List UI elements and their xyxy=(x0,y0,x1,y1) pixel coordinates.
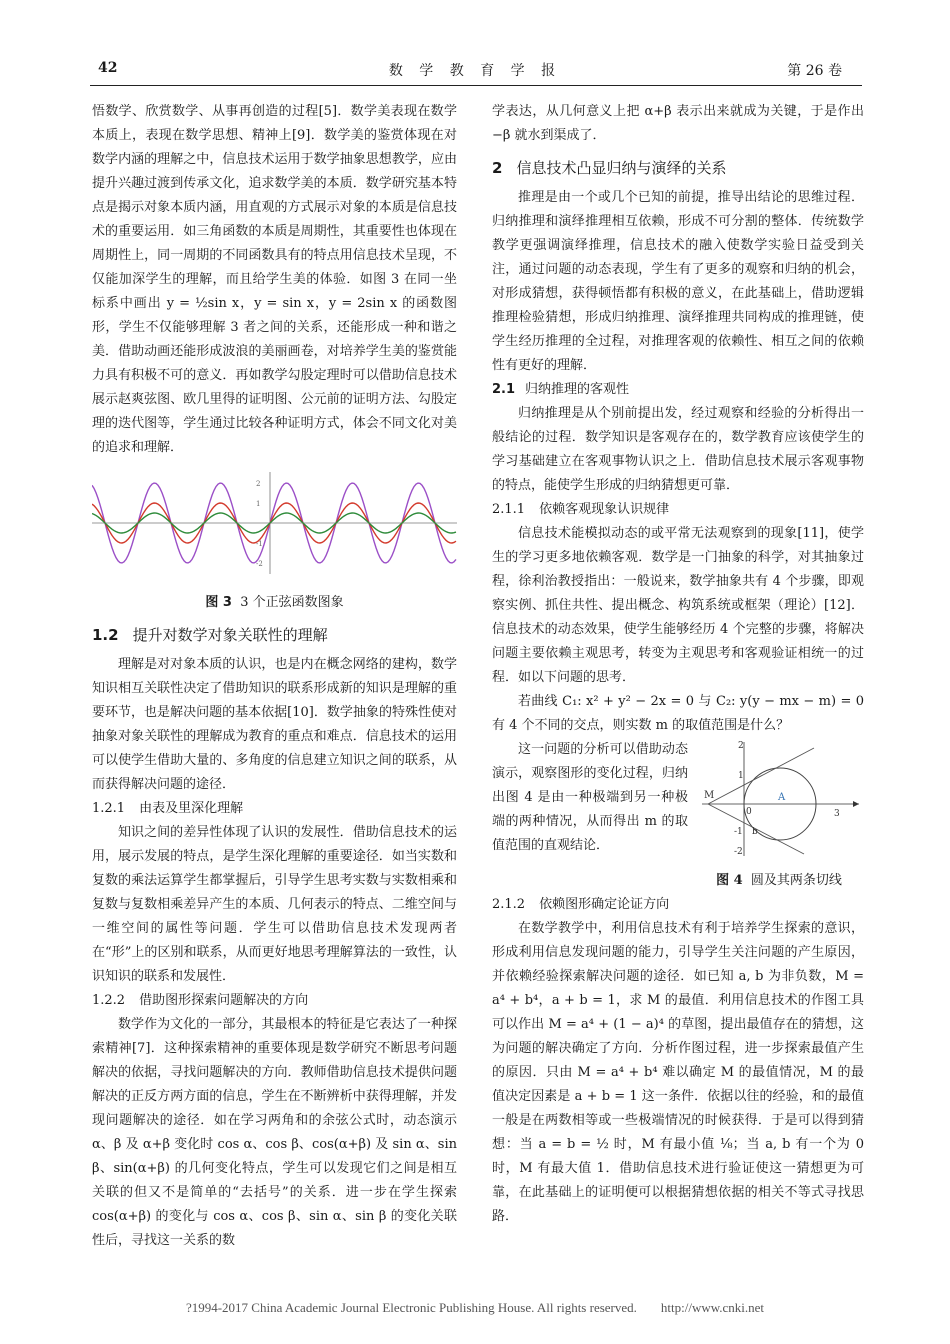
subsection-title: 依赖图形确定论证方向 xyxy=(539,897,670,912)
y-tick-label: -2 xyxy=(256,560,263,568)
subsection-number: 2.1.2 xyxy=(492,897,526,912)
paragraph: 学表达，从几何意义上把 α+β 表示出来就成为关键，于是作出 −β 就水到渠成了． xyxy=(492,104,864,143)
section-number: 2.1 xyxy=(492,382,516,397)
figure-3-caption xyxy=(92,591,457,615)
page-number: 42 xyxy=(98,60,118,76)
tick-label-yneg2: -2 xyxy=(734,847,743,857)
point-label-a: A xyxy=(778,792,786,803)
figure-4 xyxy=(694,738,864,893)
paragraph: 理解是对对象本质的认识，也是内在概念网络的建构，数学知识相互关联性决定了借助知识的联系形成新的知识是理解的重要环节，也是解决问题的基本依据[10]．数学抽象的特殊性使对抽象对象关联性的理解成为教育的重点和难点．信息技术的运用可以使学生借助大量的、多角度的信息建立知识之间的联系，从而获得解决问题的途径． xyxy=(92,657,457,792)
section-title: 信息技术凸显归纳与演绎的关系 xyxy=(516,159,727,177)
y-tick-label: -1 xyxy=(256,540,263,548)
point-label-m: M xyxy=(704,790,715,801)
circle-tangent-diagram xyxy=(694,738,864,858)
tick-label-yneg1: -1 xyxy=(734,827,743,837)
x-axis-arrow xyxy=(853,801,859,807)
subsection-title: 依赖客观现象认识规律 xyxy=(539,502,670,517)
tick-label-x3: 3 xyxy=(834,809,840,819)
section-title: 归纳推理的客观性 xyxy=(525,382,630,397)
journal-title: 数 学 教 育 学 报 xyxy=(388,63,562,79)
y-tick-label: 2 xyxy=(256,480,261,488)
section-title: 提升对数学对象关联性的理解 xyxy=(132,626,328,644)
subsection-heading-2-1-2 xyxy=(492,893,864,917)
origin-label: 0 xyxy=(746,807,752,817)
subsection-heading-2-1-1 xyxy=(492,498,864,522)
point-label-b: b xyxy=(752,827,758,837)
paragraph: 信息技术能模拟动态的或平常无法观察到的现象[11]，使学生的学习更多地依赖客观．数学是一门抽象的科学，对其抽象过程，徐利治教授指出：一般说来，数学抽象共有 4 个步骤，即观察实例、抓住共性、提出概念、构筑系统或框架（理论）[12]．信息技术的动态效果，使学生能够经历 4 个完整的步骤，将解决问题主要依赖主观思考，转变为主观思考和客观验证相统一的过程．如以下问题的思考． xyxy=(492,526,864,685)
sine-chart xyxy=(92,468,457,578)
figure-4-caption xyxy=(694,869,864,893)
caption-text: 3 个正弦函数图象 xyxy=(240,595,344,610)
section-heading-2-1 xyxy=(492,378,864,402)
caption-label: 图 3 xyxy=(205,595,232,610)
section-heading-1-2 xyxy=(92,623,457,647)
right-column xyxy=(492,100,864,1229)
section-heading-2 xyxy=(492,156,864,180)
caption-text: 圆及其两条切线 xyxy=(750,873,842,888)
tangent-line-upper xyxy=(708,748,814,804)
subsection-number: 1.2.1 xyxy=(92,801,126,816)
header-rule xyxy=(90,85,862,86)
paragraph: 若曲线 C₁: x² + y² − 2x = 0 与 C₂: y(y − mx − m) = 0 有 4 个不同的交点，则实数 m 的取值范围是什么？ xyxy=(492,694,864,733)
left-column xyxy=(92,100,457,1253)
volume-label: 第 26 卷 xyxy=(787,63,842,79)
subsection-heading-1-2-1 xyxy=(92,797,457,821)
figure-4-wrap xyxy=(492,738,864,893)
page-footer xyxy=(0,1300,950,1316)
subsection-number: 2.1.1 xyxy=(492,502,526,517)
caption-label: 图 4 xyxy=(716,873,743,888)
subsection-title: 由表及里深化理解 xyxy=(139,801,244,816)
tick-label-y1: 1 xyxy=(738,771,744,781)
paragraph: 悟数学、欣赏数学、从事再创造的过程[5]．数学美表现在数学本质上，表现在数学思想、精神上[9]．数学美的鉴赏体现在对数学内涵的理解之中，信息技术运用于数学抽象思想教学，应由提升兴趣过渡到传承文化，追求数学美的本质．数学研究基本特点是揭示对象本质内涵，用直观的方式展示对象的本质是信息技术的重要运用．如三角函数的本质是周期性，其重要性也体现在周期性上，同一周期的不同函数具有的特点用信息技术呈现，不仅能加深学生的理解，而且给学生美的体验．如图 3 在同一坐标系中画出 y = ½sin x，y = sin x，y = 2sin x 的函数图形，学生不仅能够理解 3 者之间的关系，还能形成一种和谐之美．借助动画还能形成波浪的美丽画卷，对培养学生美的鉴赏能力具有积极不可的意义．再如教学勾股定理时可以借助信息技术展示赵爽弦图、欧几里得的证明图、公元前的证明方法、勾股定理的迭代图等，学生通过比较各种证明方式，体会不同文化对美的追求和理解． xyxy=(92,104,457,455)
paragraph: 数学作为文化的一部分，其最根本的特征是它表达了一种探索精神[7]．这种探索精神的重要体现是数学研究不断思考问题解决的依据，寻找问题解决的方向．教师借助信息技术提供问题解决的正反方两方面的信息，学生在不断辨析中获得理解，并发现问题解决的途径．如在学习两角和的余弦公式时，动态演示 α、β 及 α+β 变化时 cos α、cos β、cos(α+β) 及 sin α、sin β、sin(α+β) 的几何变化特点，学生可以发现它们之间是相互关联的但又不是简单的“去括号”的关系．进一步在学生探索 cos(α+β) 的变化与 cos α、cos β、sin α、sin β 的变化关联性后，寻找这一关系的数 xyxy=(92,1017,457,1248)
section-number: 1.2 xyxy=(92,626,119,644)
page-header xyxy=(90,60,860,82)
subsection-number: 1.2.2 xyxy=(92,993,126,1008)
paragraph: 知识之间的差异性体现了认识的发展性．借助信息技术的运用，展示发展的特点，是学生深化理解的重要途径．如当实数和复数的乘法运算学生都掌握后，引导学生思考实数与实数相乘和复数与复数相乘差异产生的本质、几何表示的特点、二维空间与一维空间的属性等问题．学生可以借助信息技术发现两者在“形”上的区别和联系，从而更好地思考理解算法的一致性，认识知识的联系和发展性． xyxy=(92,825,457,984)
section-number: 2 xyxy=(492,159,503,177)
tick-label-y2: 2 xyxy=(738,741,744,751)
subsection-heading-1-2-2 xyxy=(92,989,457,1013)
footer-url: http://www.cnki.net xyxy=(660,1300,765,1315)
y-tick-label: 1 xyxy=(256,500,261,508)
subsection-title: 借助图形探索问题解决的方向 xyxy=(139,993,309,1008)
paragraph: 归纳推理是从个别前提出发，经过观察和经验的分析得出一般结论的过程．数学知识是客观存在的，数学教育应该使学生的学习基础建立在客观事物认识之上．借助信息技术展示客观事物的特点，能使学生形成的归纳猜想更可靠． xyxy=(492,406,864,493)
figure-3 xyxy=(92,468,457,615)
paragraph: 推理是由一个或几个已知的前提，推导出结论的思维过程．归纳推理和演绎推理相互依赖，形成不可分割的整体．传统数学教学更强调演绎推理，信息技术的融入使数学实验日益受到关注，通过问题的动态表现，学生有了更多的观察和归纳的机会，对形成猜想，获得顿悟都有积极的意义，在此基础上，借助逻辑推理检验猜想，形成归纳推理、演绎推理共同构成的推理链，使学生经历推理的全过程，对推理客观的依赖性、相互之间的依赖性有更好的理解． xyxy=(492,190,864,373)
paragraph: 这一问题的分析可以借助动态演示，观察图形的变化过程，归纳出图 4 是由一种极端到另一种极端的两种情况，从而得出 m 的取值范围的直观结论． xyxy=(492,742,688,853)
copyright-text: ?1994-2017 China Academic Journal Electronic Publishing House. All rights reserved. xyxy=(185,1300,637,1315)
paragraph: 在数学教学中，利用信息技术有利于培养学生探索的意识，形成利用信息发现问题的能力，引导学生关注问题的产生原因，并依赖经验探索解决问题的途径．如已知 a, b 为非负数，M = a⁴ + b⁴，a + b = 1，求 M 的最值．利用信息技术的作图工具可以作出 M = a⁴ + (1 − a)⁴ 的草图，提出最值存在的猜想，这为问题的解决确定了方向．分析作图过程，进一步探索最值产生的原因．只由 M = a⁴ + b⁴ 难以确定 M 的最值情况，M 的最值决定因素是 a + b = 1 这一条件．依据以往的经验，和的最值一般是在两数相等或一些极端情况的时候获得．于是可以得到猜想：当 a = b = ½ 时，M 有最小值 ⅛；当 a, b 有一个为 0 时，M 有最大值 1．借助信息技术进行验证使这一猜想更为可靠，在此基础上的证明便可以根据猜想依据的相关不等式寻找思路． xyxy=(492,921,864,1224)
